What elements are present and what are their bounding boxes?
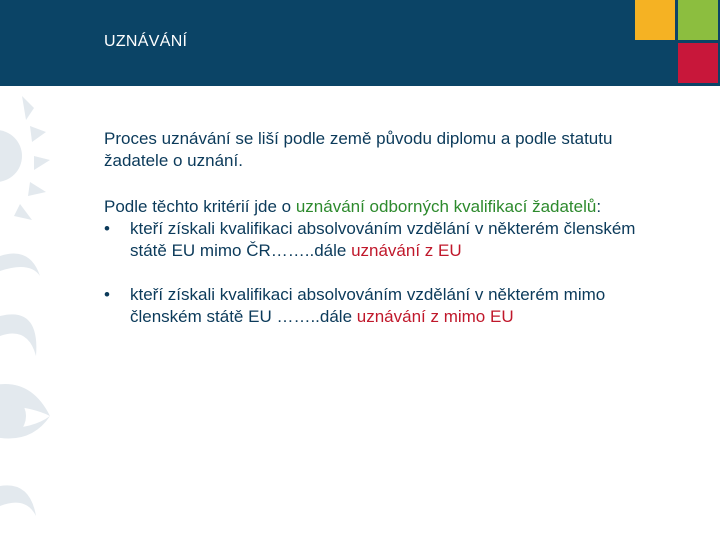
criteria-highlight: uznávání odborných kvalifikací žadatelů bbox=[295, 197, 597, 216]
slide-content bbox=[104, 128, 664, 328]
list-item bbox=[104, 284, 664, 328]
header-bar bbox=[0, 0, 720, 86]
criteria-text: Podle těchto kritérií jde o bbox=[104, 197, 296, 216]
bullet-icon: • bbox=[104, 219, 110, 238]
list-item-text: kteří získali kvalifikaci absolvováním vzdělání v některém mimo členském státě EU ……..dále bbox=[130, 285, 606, 326]
list-item-highlight: uznávání z EU bbox=[351, 241, 462, 260]
decor-tile-blue bbox=[635, 43, 675, 83]
watermark-logo-icon bbox=[0, 86, 80, 540]
paragraph-intro: Proces uznávání se liší podle země původu diplomu a podle statutu žadatele o uznání. bbox=[104, 129, 613, 170]
paragraph-criteria bbox=[104, 196, 664, 218]
list-item-text: kteří získali kvalifikaci absolvováním vzdělání v některém členském státě EU mimo ČR……..dále bbox=[130, 219, 636, 260]
list-item-highlight: uznávání z mimo EU bbox=[356, 307, 514, 326]
bullet-icon: • bbox=[104, 285, 110, 304]
decor-tile-orange bbox=[635, 0, 675, 40]
page-title: UZNÁVÁNÍ bbox=[104, 33, 188, 50]
criteria-colon: : bbox=[596, 197, 602, 216]
decor-tile-red bbox=[678, 43, 718, 83]
list-item bbox=[104, 218, 664, 262]
decor-tile-green bbox=[678, 0, 718, 40]
